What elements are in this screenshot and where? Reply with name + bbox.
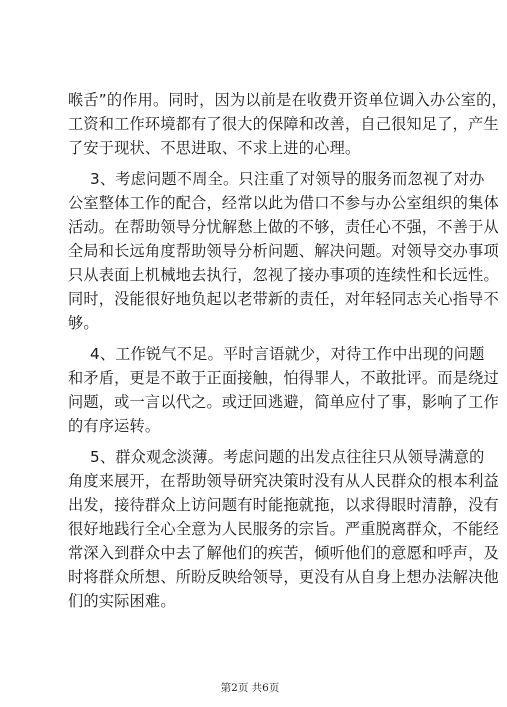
text-line: 常深入到群众中去了解他们的疾苦，倾听他们的意愿和呼声，及 (68, 544, 499, 562)
text-line: 出发，接待群众上访问题有时能拖就拖，以求得眼时清静，没有 (68, 496, 499, 514)
text-line: 3、考虑问题不周全。只注重了对领导的服务而忽视了对办 (90, 170, 485, 188)
text-line: 5、群众观念淡薄。考虑问题的出发点往往只从领导满意的 (90, 448, 485, 466)
text-line: 只从表面上机械地去执行，忽视了接办事项的连续性和长远性。 (68, 266, 499, 284)
text-line: 够。 (68, 314, 99, 332)
text-line: 工资和工作环境都有了很大的保障和改善，自己很知足了，产生 (68, 115, 499, 133)
text-line: 了安于现状、不思进取、不求上进的心理。 (68, 139, 361, 157)
document-body (68, 88, 507, 613)
text-line: 问题，或一言以代之。或迂回逃避，简单应付了事，影响了工作 (68, 393, 499, 411)
text-line: 的有序运转。 (68, 417, 161, 435)
page-number-footer: 第2页 共6页 (220, 682, 280, 694)
text-line: 公室整体工作的配合，经常以此为借口不参与办公室组织的集体 (68, 194, 499, 212)
paragraph-2 (68, 167, 499, 335)
paragraph-4 (68, 445, 499, 613)
paragraph-1 (68, 88, 507, 160)
text-line: 同时，没能很好地负起以老带新的责任，对年轻同志关心指导不 (68, 290, 499, 308)
text-line: 很好地践行全心全意为人民服务的宗旨。严重脱离群众，不能经 (68, 520, 499, 538)
text-line: 和矛盾，更是不敢于正面接触，怕得罪人，不敢批评。而是绕过 (68, 369, 499, 387)
text-line: 活动。在帮助领导分忧解愁上做的不够，责任心不强，不善于从 (68, 218, 499, 236)
text-line: 4、工作锐气不足。平时言语就少，对待工作中出现的问题 (90, 345, 485, 363)
text-line: 喉舌”的作用。同时，因为以前是在收费开资单位调入办公室的， (68, 91, 507, 109)
paragraph-3 (68, 342, 499, 438)
text-line: 全局和长远角度帮助领导分析问题、解决问题。对领导交办事项 (68, 242, 499, 260)
text-line: 角度来展开，在帮助领导研究决策时没有从人民群众的根本利益 (68, 472, 499, 490)
text-line: 时将群众所想、所盼反映给领导，更没有从自身上想办法解决他 (68, 568, 499, 586)
text-line: 们的实际困难。 (68, 592, 176, 610)
